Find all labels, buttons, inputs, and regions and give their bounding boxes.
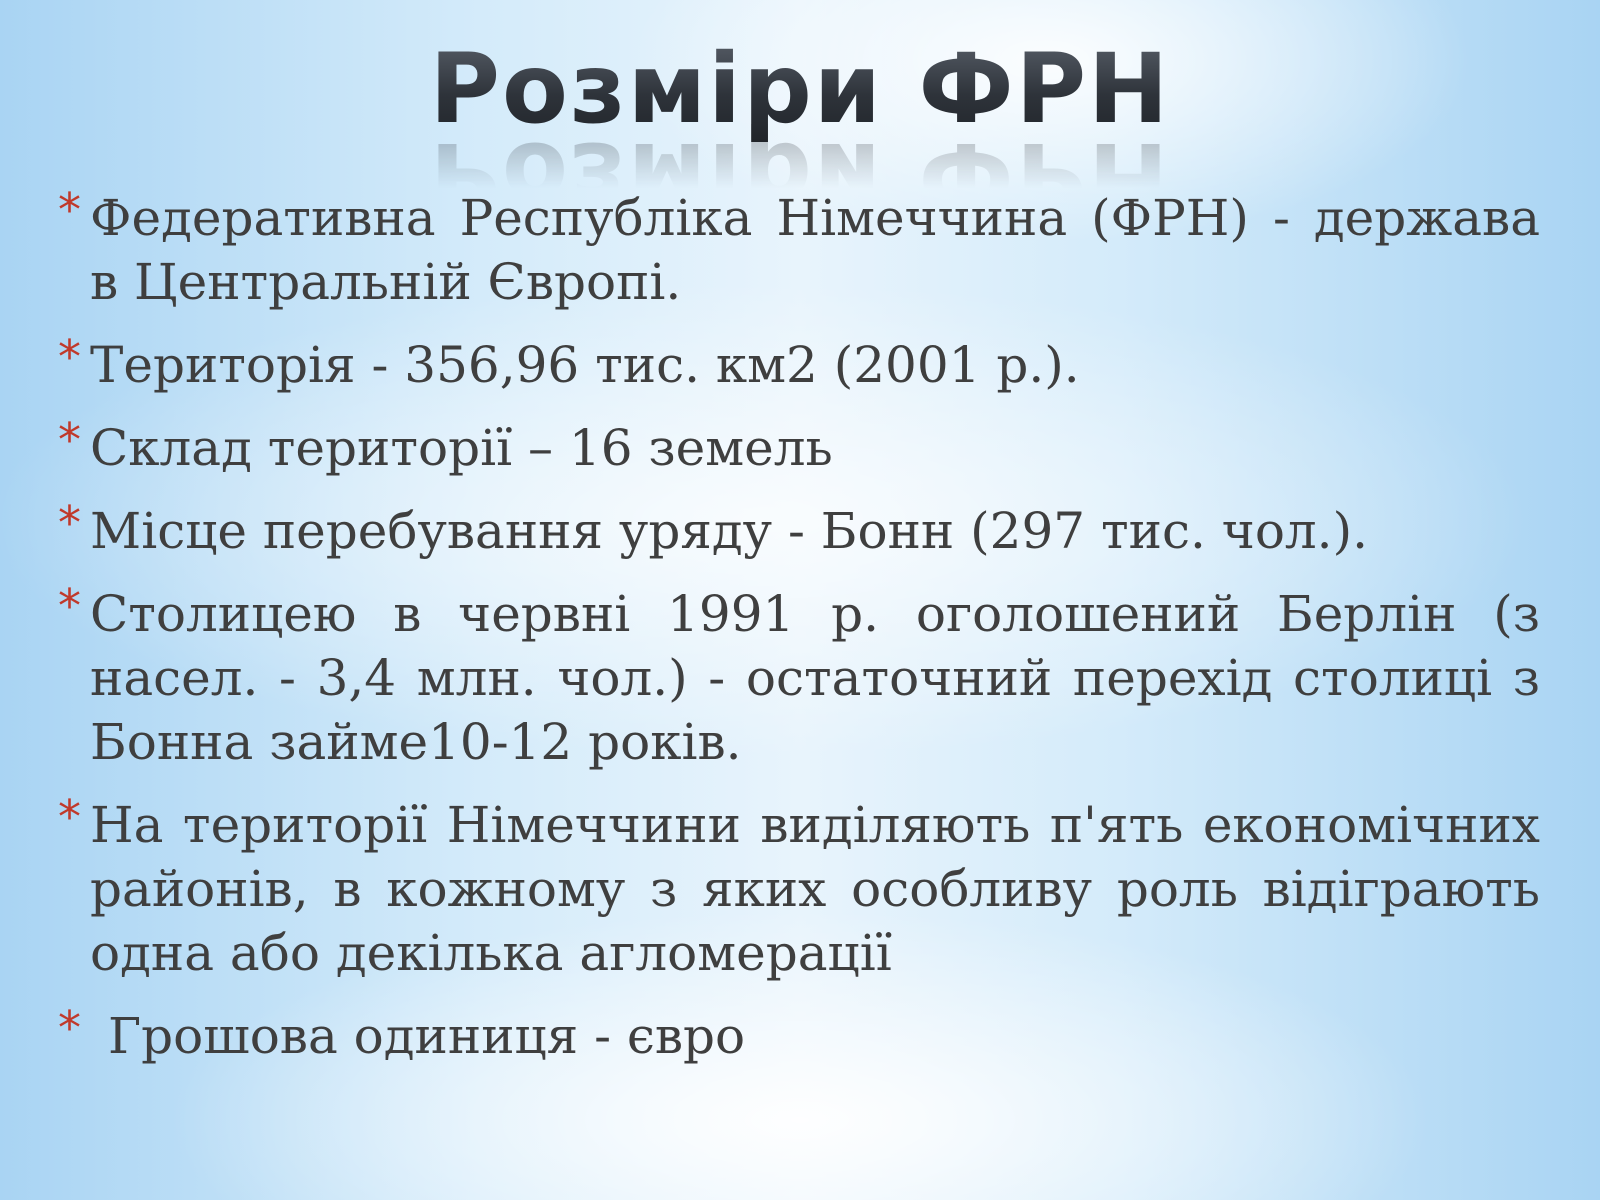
bullet-list <box>58 183 1540 1087</box>
bullet-item <box>58 1001 1540 1068</box>
bullet-item <box>58 496 1540 563</box>
slide-title: Розміри ФРН <box>430 32 1171 147</box>
bullet-item <box>58 790 1540 985</box>
asterisk-bullet-icon: * <box>58 413 81 467</box>
asterisk-bullet-icon: * <box>58 579 81 633</box>
bullet-item <box>58 413 1540 480</box>
asterisk-bullet-icon: * <box>58 496 81 550</box>
bullet-text: Столицею в червні 1991 р. оголошений Берлін (з насел. - 3,4 млн. чол.) - остаточний перехід столиці з Бонна займе10-12 років. <box>90 585 1540 771</box>
asterisk-bullet-icon: * <box>58 183 81 237</box>
bullet-text: Місце перебування уряду - Бонн (297 тис. чол.). <box>90 502 1368 560</box>
bullet-item <box>58 330 1540 397</box>
bullet-text: Грошова одиниця - євро <box>108 1007 746 1065</box>
asterisk-bullet-icon: * <box>58 330 81 384</box>
asterisk-bullet-icon: * <box>58 1001 81 1055</box>
bullet-text: Територія - 356,96 тис. км2 (2001 р.). <box>90 336 1080 394</box>
bullet-text: Федеративна Республіка Німеччина (ФРН) - держава в Центральній Європі. <box>90 189 1540 311</box>
bullet-text: На території Німеччини виділяють п'ять економічних районів, в кожному з яких особливу роль відіграють одна або декілька агломерації <box>90 796 1540 982</box>
asterisk-bullet-icon: * <box>58 790 81 844</box>
bullet-text: Склад території – 16 земель <box>90 419 833 477</box>
bullet-item <box>58 579 1540 774</box>
bullet-item <box>58 183 1540 314</box>
title-container <box>0 32 1600 147</box>
